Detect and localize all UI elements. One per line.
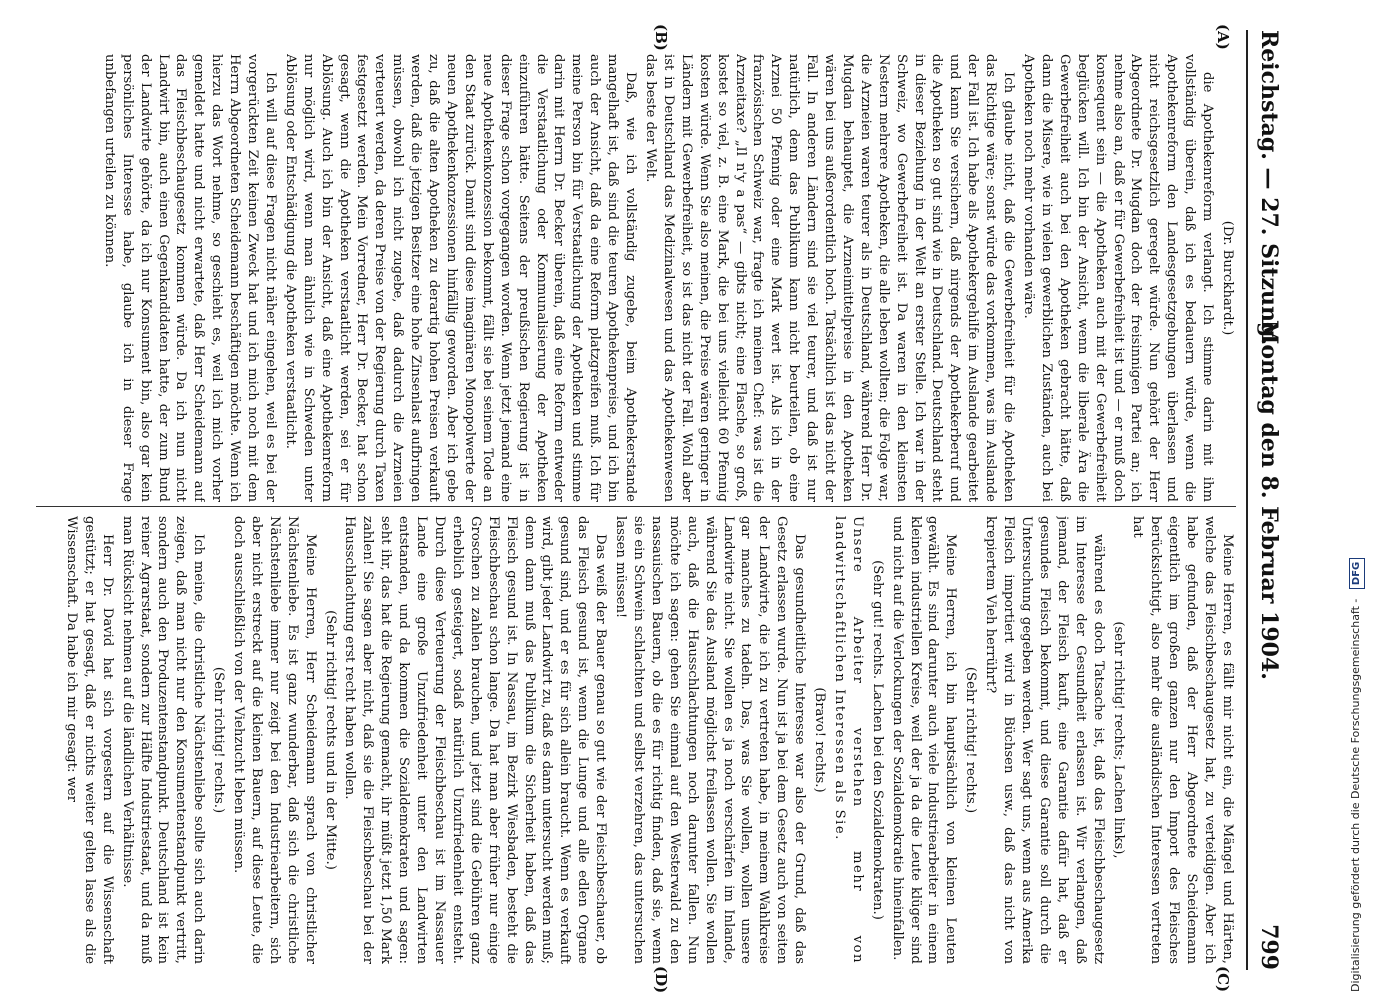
margin-marker-b: (B) xyxy=(652,24,670,51)
paragraph: Meine Herren, es fällt mir nicht ein, die Mängel und Härten, welche das Fleischbeschaugesetz hat, zu verteidigen. Aber ich habe gefunden, daß der Herr Abgeordnete Scheidemann eigentlich im großen ganzen nur den Import des Fleisches berücksichtigt, also mehr die ausländischen Interessen vertreten hat xyxy=(1130,516,1235,964)
paragraph: Meine Herren, ich bin hauptsächlich von kleinen Leuten gewählt. Es sind darunter auch viele Industriearbeiter in einem kleinen industriellen Kreise, weil der ja da die Leute klüger sind und nicht auf die Verlockungen der Sozialdemokratie hineinfallen. xyxy=(889,516,959,964)
interjection: (Sehr richtig! rechts.) xyxy=(963,666,979,814)
page-header xyxy=(1246,30,1282,970)
interjection: (Sehr richtig! rechts.) xyxy=(211,666,227,814)
left-column xyxy=(36,54,1236,502)
margin-marker-d: (D) xyxy=(652,966,670,994)
paragraph: Ich will auf diese Fragen nicht näher eingehen, weil es bei der vorgerückten Zeit keinen Zweck hat und ich mich noch mit dem Herrn Abgeordneten Scheidemann beschäftigen möchte. Wenn ich hierzu das Wort nehme, so geschieht es, weil ich mich vorher gemeldet hatte und nicht erwartete, daß Herr Scheidemann auf das Fleischbeschaugesetz kommen würde. Da ich nun nicht Landwirt bin, auch einen Gegenkandidaten hatte, der zum Bund der Landwirte gehörte, da ich nur Konsument bin, also gar kein persönliches Interesse habe, glaube ich in dieser Frage unbefangen urteilen zu können. xyxy=(101,54,278,502)
paragraph: die Apothekenreform verlangt. Ich stimme darin mit ihm vollständig überein, daß ich es bedauern würde, wenn die Apothekenreform den Landesgesetzgebungen überlassen und nicht reichsgesetzlich geregelt würde. Nun gehört der Herr Abgeordnete Dr. Mugdan doch der freisinnigen Partei an; ich nehme also an, daß er für Gewerbefreiheit ist und — er muß doch konsequent sein — die Apotheken auch mit der Gewerbefreiheit beglücken will. Ich bin der Ansicht, wenn die liberale Ära die Gewerbefreiheit auch bei den Apotheken gebracht hätte, daß dann die Misere, wie in vielen gewerblichen Zuständen, auch bei Apotheken noch mehr vorhanden wäre. xyxy=(1021,54,1216,502)
paragraph: Herr Dr. David hat sich vorgestern auf die Wissenschaft gestützt; er hat gesagt, daß er nichts weiter gelten lasse als die Wissenschaft. Da habe ich mir gesagt: wer xyxy=(63,516,115,964)
interjection: (Dr. Burckhardt.) xyxy=(1220,220,1235,336)
interjection: (Sehr richtig! rechts und in der Mitte.) xyxy=(322,610,338,870)
paragraph: Das gesundheitliche Interesse war also der Grund, daß das Gesetz erlassen wurde. Nun ist ja bei dem Gesetz auch von seiten der Landwirte, die ich zu vertreten habe, in meinem Wahlkreise gar manches zu tadeln. Das, was Sie wollen, wollen unsere Landwirte nicht. Sie wollen es ja noch verschärfen im Inlande, während Sie das Ausland möglichst freilassen wollen. Sie wollen auch, daß die Hausschlachtungen noch darunter fallen. Nun möchte ich sagen: gehen Sie einmal auf den Westerwald zu den nassauischen Bauern, ob die es für richtig finden, daß sie, wenn sie ein Schwein schlachten und selbst verzehren, das untersuchen lassen müssen! xyxy=(613,516,808,964)
margin-marker-a: (A) xyxy=(1214,24,1232,50)
header-date: Montag den 8. Februar 1904. xyxy=(1256,320,1282,680)
paragraph: Ich glaube nicht, daß die Gewerbefreiheit für die Apotheken das Richtige wäre; sonst würde das vorkommen, was im Auslande der Fall ist. Ich habe als Apothekergehilfe im Auslande gearbeitet und kann Sie versichern, daß nirgends der Apothekerberuf und die Apotheken so gut sind wie in Deutschland. Deutschland steht in dieser Beziehung in der Welt an erster Stelle. Ich war in der Schweiz, wo Gewerbefreiheit ist. Da waren in den kleinsten Nestern mehrere Apotheken, die alle leben wollten; die Folge war, die Arzneien waren teurer als in Deutschland, während Herr Dr. Mugdan behauptet, die Arzneimittelpreise in den Apotheken wären bei uns außerordentlich hoch. Tatsächlich ist das nicht der Fall. In anderen Ländern sind sie viel teurer, und daß ist nur natürlich, denn das Publikum kann nicht beurteilen, ob eine Arznei 50 Pfennig oder eine Mark wert ist. Als ich in der französischen Schweiz war, fragte ich meinen Chef: was ist die Arzneitaxe? „Il n'y a pas“ — gibts nicht; eine Flasche, so groß, kostet so viel, z. B. eine Mark, die bei uns vielleicht 60 Pfennig kosten würde. Wenn Sie also meinen, die Preise wären geringer in Ländern mit Gewerbefreiheit, so ist das nicht der Fall. Wohl aber ist in Deutschland das Medizinalwesen und das Apothekenwesen das beste der Welt. xyxy=(643,54,1017,502)
paragraph: während es doch Tatsache ist, daß das Fleischbeschaugesetz im Interesse der Gesundheit erlassen ist. Wir verlangen, daß jemand, der Fleisch kauft, eine Garantie dafür hat, daß er gesundes Fleisch bekommt, und diese Garantie soll durch die Untersuchung gegeben werden. Wer sagt uns, wenn aus Amerika Fleisch importiert wird in Büchsen usw., daß das nicht von krepiertem Vieh herrührt? xyxy=(983,516,1106,964)
dfg-logo: DFG xyxy=(1349,558,1365,589)
paragraph: Daß, wie ich vollständig zugebe, beim Apothekerstande mangelhaft ist, daß sind die teuren Apothekenpreise, und ich bin auch der Ansicht, daß da eine Reform platzgreifen muß. Ich für meine Person bin für Verstaatlichung der Apotheken und stimme darin mit Herrn Dr. Becker überein, daß eine Reform entweder die Verstaatlichung oder Kommunalisierung der Apotheken einzuführen hätte. Seitens der preußischen Regierung ist in dieser Frage schon vorgegangen worden. Wenn jetzt jemand eine neue Apothekenkonzession bekommt, fällt sie bei seinem Tode an den Staat zurück. Damit sind diese imaginären Monopolwerte der neuen Apothekenkonzessionen hinfällig geworden. Aber ich gebe zu, daß die alten Apotheken zu derartig hohen Preisen verkauft werden, daß die jetzigen Besitzer eine hohe Zinsenlast aufbringen müssen, obwohl ich nicht zugebe, daß dadurch die Arzneien verteuert werden, da deren Preise von der Regierung durch Taxen festgesetzt werden. Mein Vorredner, Herr Dr. Becker, hat schon gesagt, wenn die Apotheken verstaatlicht werden, sei er für Ablösung. Auch ich bin der Ansicht, daß eine Apothekenreform nur möglich wird, wenn man ähnlich wie in Schweden unter Ablösung oder Entschädigung die Apotheken verstaatlicht. xyxy=(282,54,639,502)
right-column xyxy=(36,516,1236,964)
paragraph: Meine Herren, Herr Scheidemann sprach von christlicher Nächstenliebe. Es ist ganz wunderbar, daß sich die christliche Nächstenliebe immer nur zeigt bei den Industriearbeitern, sich aber nicht erstreckt auf die kleinen Bauern, auf diese Leute, die doch ausschließlich von der Viehzucht leben müssen. xyxy=(231,516,318,964)
paragraph: Das weiß der Bauer genau so gut wie der Fleischbeschauer, ob das Fleisch gesund ist, wenn die Lunge und alle edlen Organe gesund sind, und er es für sich allein braucht. Wenn es verkauft wird, gibt jeder Landwirt zu, daß es dann untersucht werden muß; denn dann muß das Publikum die Sicherheit haben, daß das Fleisch gesund ist. In Nassau, im Bezirk Wiesbaden, besteht die Fleischbeschau schon lange. Da hat man aber früher nur einige Groschen zu zahlen brauchen, und jetzt sind die Gebühren ganz erheblich gesteigert, sodaß natürlich Unzufriedenheit entsteht. Durch diese Verteuerung der Fleischbeschau ist im Nassauer Lande eine große Unzufriedenheit unter den Landwirten entstanden, und da kommen die Sozialdemokraten und sagen: seht ihr, das hat die Regierung gemacht, ihr müßt jetzt 1,50 Mark zahlen! Sie sagen aber nicht, daß sie die Fleischbeschau bei der Hausschlachtung erst recht haben wollen. xyxy=(342,516,609,964)
paragraph: Ich meine, die christliche Nächstenliebe sollte sich auch darin zeigen, daß man nicht nur den Konsumentenstandpunkt vertritt, sondern auch den Produzentenstandpunkt. Deutschland ist kein reiner Agrarstaat, sondern zur Hälfte Industriestaat, und da muß man Rücksicht nehmen auf die ländlichen Verhältnisse. xyxy=(119,516,207,964)
column-divider xyxy=(36,506,1236,507)
paragraph: Unsere Arbeiter verstehen mehr von landwirtschaftlichen Interessen als Sie. xyxy=(831,516,865,964)
footer-text-row xyxy=(1344,8,1368,992)
header-left: Reichstag. — 27. Sitzung. xyxy=(1256,30,1282,346)
page-number: 799 xyxy=(1256,924,1282,970)
footer-credit: Digitalisierung gefördert durch die Deutsche Forschungsgemeinschaft - xyxy=(1349,598,1362,992)
interjection: (sehr richtig! rechts; Lachen links), xyxy=(1110,621,1126,859)
margin-marker-c: (C) xyxy=(1214,966,1232,993)
digitization-footer xyxy=(1344,8,1374,992)
interjection: (Sehr gut! rechts. Lachen bei den Sozialdemokraten.) xyxy=(869,560,885,920)
interjection: (Bravo! rechts.) xyxy=(812,687,828,793)
